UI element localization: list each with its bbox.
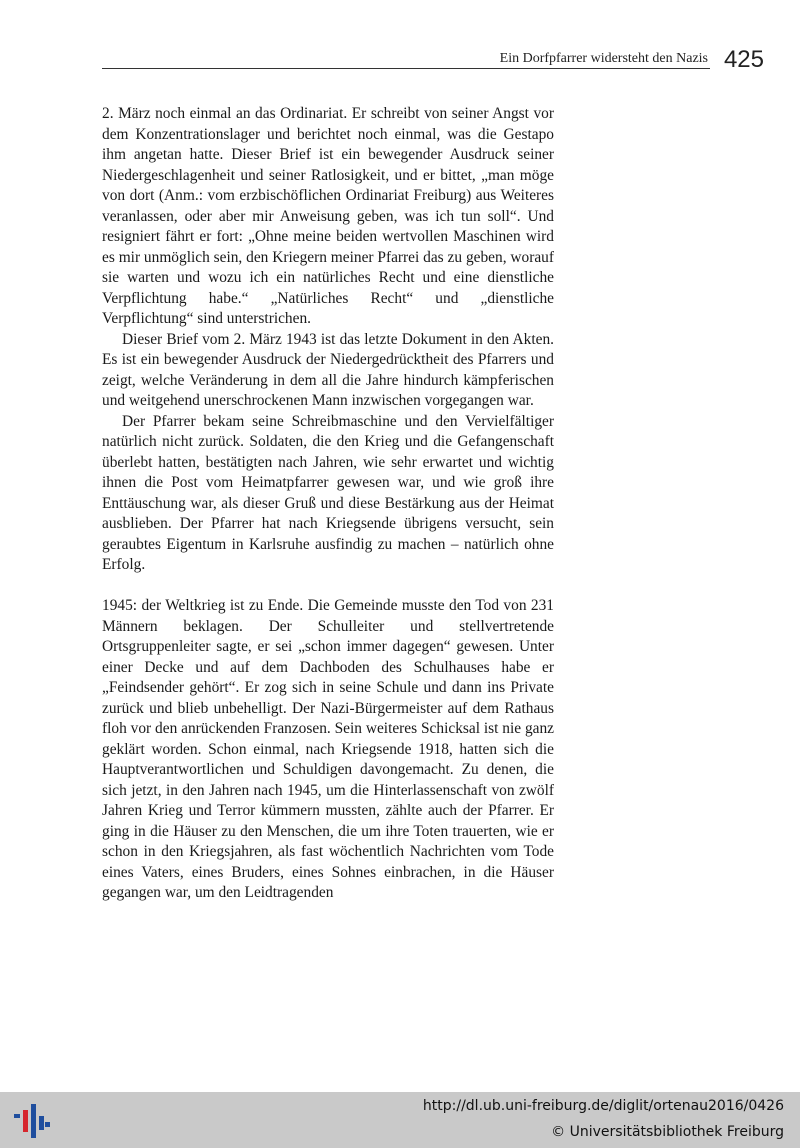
paragraph: Dieser Brief vom 2. März 1943 ist das letzte Dokument in den Akten. Es ist ein bewegender Ausdruck der Niedergedrücktheit des Pfarrers und zeigt, welche Veränderung in dem all die Jahre hindurch kämpferischen und weitgehend unerschrockenen Mann inzwischen vorgegangen war. — [102, 330, 554, 409]
source-url-link[interactable]: http://dl.ub.uni-freiburg.de/diglit/ortenau2016/0426 — [422, 1098, 784, 1114]
footer-bar — [0, 1092, 800, 1148]
paragraph: 1945: der Weltkrieg ist zu Ende. Die Gemeinde musste den Tod von 231 Männern beklagen. Der Schulleiter und stellvertretende Ortsgruppenleiter sagte, er sei „schon immer dagegen“ gewesen. Unter einer Decke und auf dem Dachboden des Schulhauses habe er „Feindsender gehört“. Er zog sich in seine Schule und dann ins Private zurück und blieb unbehelligt. Der Nazi-Bürgermeister auf dem Rathaus floh vor den anrückenden Franzosen. Sein weiteres Schicksal ist nie ganz geklärt worden. Schon einmal, nach Kriegsende 1918, hatten sich die Hauptverantwortlichen und Schuldigen davongemacht. Zu denen, die sich jetzt, in den Jahren nach 1945, um die Hinterlassenschaft von zwölf Jahren Krieg und Terror kümmern mussten, zählte auch der Pfarrer. Er ging in die Häuser zu den Menschen, die um ihre Toten trauerten, wie er schon in den Kriegsjahren, als fast wöchentlich Nachrichten vom Tode eines Vaters, eines Bruders, eines Sohnes einbrachen, in die Häuser gegangen war, um den Leidtragenden — [102, 597, 554, 901]
header-rule — [102, 68, 710, 69]
body-text — [102, 104, 554, 904]
running-title: Ein Dorfpfarrer widersteht den Nazis — [499, 51, 708, 66]
running-header — [102, 48, 764, 74]
paragraph: Der Pfarrer bekam seine Schreibmaschine und den Vervielfältiger natürlich nicht zurück. Soldaten, die den Krieg und die Gefangenschaft überlebt hatten, bestätigten nach Jahren, wie sehr erwartet und wichtig ihnen die Post vom Heimatpfarrer gewesen war, und wie groß ihre Enttäuschung war, als dieser Gruß und diese Bestärkung aus der Heimat ausblieben. Der Pfarrer hat nach Kriegsende übrigens versucht, sein geraubtes Eigentum in Karlsruhe ausfindig zu machen – natürlich ohne Erfolg. — [102, 412, 554, 573]
paragraph: 2. März noch einmal an das Ordinariat. Er schreibt von seiner Angst vor dem Konzentrationslager und berichtet noch einmal, was die Gestapo ihm angetan hatte. Dieser Brief ist ein bewegender Ausdruck seiner Niedergeschlagenheit und seiner Ratlosigkeit, und er bittet, „man möge von dort (Anm.: vom erzbischöflichen Ordinariat Freiburg) aus Weiteres veranlassen, oder aber mir Anweisung geben, was ich tun soll“. Und resigniert fährt er fort: „Ohne meine beiden wertvollen Maschinen wird es mir unmöglich sein, den Kriegern meiner Pfarrei das zu geben, worauf sie warten und wozu ich ein natürliches Recht und eine dienstliche Verpflichtung habe.“ „Natürliches Recht“ und „dienstliche Verpflichtung“ sind unterstrichen. — [102, 105, 554, 327]
page-number: 425 — [723, 46, 764, 73]
copyright-notice: © Universitätsbibliothek Freiburg — [551, 1124, 784, 1140]
library-logo — [12, 1096, 52, 1144]
